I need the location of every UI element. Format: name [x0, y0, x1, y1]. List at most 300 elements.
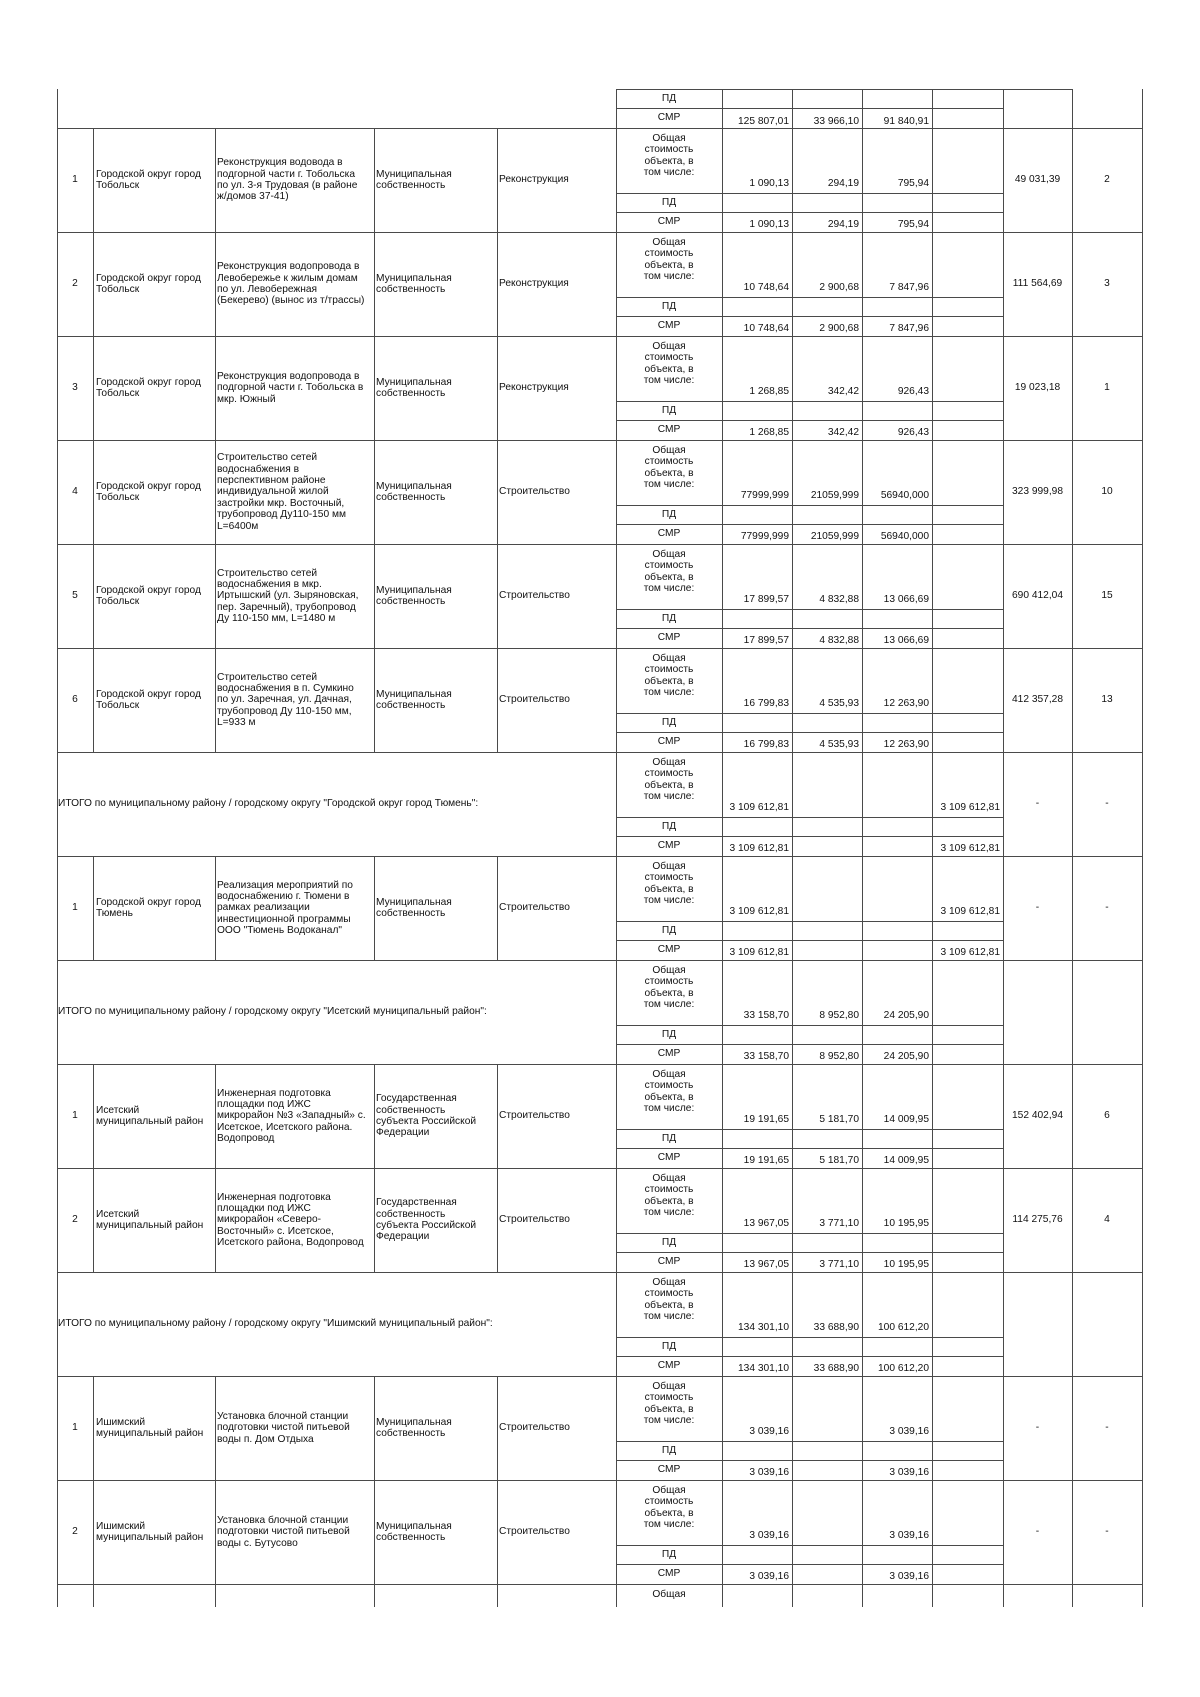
column-border: [374, 544, 375, 649]
column-border: [215, 232, 216, 337]
amount-cell: 17 899,57: [743, 594, 789, 605]
ownership: Муниципальная собственность: [376, 584, 452, 607]
rank-value: 3: [1104, 278, 1110, 290]
column-border: [497, 1584, 498, 1607]
column-border: [1142, 1272, 1143, 1377]
amount-cell: 342,42: [827, 386, 859, 397]
column-border: [792, 752, 793, 857]
column-border: [497, 440, 498, 545]
municipality: Городской округ город Тобольск: [96, 272, 201, 295]
work-type: Реконструкция: [499, 278, 569, 290]
total-cost-label: Общая стоимость объекта, в том числе:: [643, 1173, 695, 1219]
row-border: [57, 544, 1143, 545]
row-border: [616, 836, 1004, 837]
object-name: Инженерная подготовка площадки под ИЖС микрорайон «Северо- Восточный» с. Исетское, Исетского района, Водопровод: [217, 1191, 364, 1249]
total-cost-label: Общая стоимость объекта, в том числе:: [643, 133, 695, 179]
column-border: [932, 1584, 933, 1607]
amount-cell: 10 748,64: [743, 282, 789, 293]
summary-label: ИТОГО по муниципальному району / городскому округу "Ишимский муниципальный район":: [58, 1318, 493, 1330]
capacity-value: -: [1035, 1422, 1040, 1434]
rank-value: 1: [1104, 382, 1110, 394]
total-cost-label: Общая стоимость объекта, в том числе:: [643, 237, 695, 283]
work-type: Строительство: [499, 1526, 570, 1538]
column-border: [722, 648, 723, 753]
column-border: [722, 1168, 723, 1273]
column-border: [497, 336, 498, 441]
municipality: Городской округ город Тобольск: [96, 168, 201, 191]
row-border: [616, 940, 1004, 941]
column-border: [862, 752, 863, 857]
ownership: Муниципальная собственность: [376, 272, 452, 295]
row-border: [616, 108, 1004, 109]
row-number: 3: [72, 382, 78, 394]
row-number: 4: [72, 486, 78, 498]
amount-cell: 3 039,16: [749, 1426, 789, 1437]
ownership: Муниципальная собственность: [376, 688, 452, 711]
capacity-value: 690 412,04: [1012, 590, 1063, 602]
capacity-value: 152 402,94: [1012, 1110, 1063, 1122]
column-border: [932, 128, 933, 233]
column-border: [792, 648, 793, 753]
work-type: Строительство: [499, 590, 570, 602]
amount-cell: 14 009,95: [883, 1114, 929, 1125]
smr-label: СМР: [657, 424, 681, 435]
amount-cell: 77999,999: [740, 490, 789, 501]
row-border: [57, 1064, 1143, 1065]
amount-cell: 19 191,65: [743, 1114, 789, 1125]
column-border: [932, 856, 933, 961]
column-border: [93, 440, 94, 545]
column-border: [374, 1168, 375, 1273]
pd-label: ПД: [661, 197, 677, 208]
amount-cell: 77999,999: [740, 531, 789, 542]
amount-cell: 7 847,96: [889, 323, 929, 334]
amount-cell: 3 109 612,81: [729, 843, 789, 854]
amount-cell: 3 039,16: [889, 1530, 929, 1541]
total-cost-label: Общая стоимость объекта, в том числе:: [643, 757, 695, 803]
column-border: [862, 544, 863, 649]
row-number: 2: [72, 1214, 78, 1226]
column-border: [932, 336, 933, 441]
pd-label: ПД: [661, 1133, 677, 1144]
amount-cell: 3 771,10: [819, 1259, 859, 1270]
amount-cell: 3 039,16: [749, 1530, 789, 1541]
municipality: Исетский муниципальный район: [96, 1208, 204, 1231]
row-border: [616, 1044, 1004, 1045]
smr-label: СМР: [657, 1048, 681, 1059]
column-border: [374, 856, 375, 961]
column-border: [862, 1376, 863, 1481]
amount-cell: 3 109 612,81: [729, 906, 789, 917]
amount-cell: 5 181,70: [819, 1155, 859, 1166]
amount-cell: 795,94: [897, 219, 929, 230]
amount-cell: 4 832,88: [819, 635, 859, 646]
amount-cell: 1 090,13: [749, 178, 789, 189]
column-border: [93, 336, 94, 441]
column-border: [1072, 960, 1073, 1065]
column-border: [1142, 232, 1143, 337]
column-border: [374, 336, 375, 441]
smr-label: СМР: [657, 528, 681, 539]
row-border: [616, 401, 1004, 402]
column-border: [932, 89, 933, 129]
column-border: [932, 752, 933, 857]
amount-cell: 134 301,10: [738, 1322, 789, 1333]
row-border: [616, 921, 1004, 922]
amount-cell: 5 181,70: [819, 1114, 859, 1125]
column-border: [722, 1064, 723, 1169]
pd-label: ПД: [661, 1341, 677, 1352]
column-border: [932, 1064, 933, 1169]
row-border: [616, 1460, 1004, 1461]
amount-cell: 3 039,16: [889, 1571, 929, 1582]
smr-label: СМР: [657, 1568, 681, 1579]
amount-cell: 8 952,80: [819, 1051, 859, 1062]
work-type: Строительство: [499, 694, 570, 706]
summary-label: ИТОГО по муниципальному району / городскому округу "Городской округ город Тюмень":: [58, 798, 479, 810]
amount-cell: 33 158,70: [743, 1051, 789, 1062]
row-number: 1: [72, 1110, 78, 1122]
rank-value: -: [1105, 798, 1109, 810]
amount-cell: 1 268,85: [749, 427, 789, 438]
column-border: [374, 1480, 375, 1585]
row-border: [57, 128, 1143, 129]
amount-cell: 4 535,93: [819, 739, 859, 750]
work-type: Строительство: [499, 902, 570, 914]
total-cost-label: Общая: [652, 1589, 686, 1600]
column-border: [497, 1168, 498, 1273]
smr-label: СМР: [657, 320, 681, 331]
column-border: [792, 440, 793, 545]
row-border: [57, 1480, 1143, 1481]
column-border: [1142, 1168, 1143, 1273]
amount-cell: 3 039,16: [749, 1571, 789, 1582]
capacity-value: 412 357,28: [1012, 694, 1063, 706]
column-border: [1142, 1480, 1143, 1585]
pd-label: ПД: [661, 821, 677, 832]
row-border: [616, 1252, 1004, 1253]
rank-value: -: [1105, 902, 1109, 914]
municipality: Городской округ город Тобольск: [96, 688, 201, 711]
column-border: [1142, 128, 1143, 233]
amount-cell: 24 205,90: [883, 1051, 929, 1062]
column-border: [374, 1064, 375, 1169]
pd-label: ПД: [661, 613, 677, 624]
amount-cell: 795,94: [897, 178, 929, 189]
row-border: [616, 524, 1004, 525]
rank-value: -: [1105, 1422, 1109, 1434]
column-border: [215, 440, 216, 545]
object-name: Установка блочной станции подготовки чистой питьевой воды п. Дом Отдыха: [217, 1410, 350, 1445]
amount-cell: 13 066,69: [883, 635, 929, 646]
row-border: [616, 505, 1004, 506]
column-border: [1142, 1064, 1143, 1169]
amount-cell: 134 301,10: [738, 1363, 789, 1374]
total-cost-label: Общая стоимость объекта, в том числе:: [643, 965, 695, 1011]
column-border: [93, 1376, 94, 1481]
column-border: [1003, 1272, 1004, 1377]
amount-cell: 14 009,95: [883, 1155, 929, 1166]
row-border: [616, 420, 1004, 421]
column-border: [374, 232, 375, 337]
column-border: [1142, 960, 1143, 1065]
amount-cell: 1 268,85: [749, 386, 789, 397]
column-border: [792, 960, 793, 1065]
column-border: [1142, 856, 1143, 961]
column-border: [497, 648, 498, 753]
column-border: [792, 544, 793, 649]
column-border: [57, 1584, 58, 1607]
capacity-value: 49 031,39: [1014, 174, 1061, 186]
amount-cell: 12 263,90: [883, 739, 929, 750]
total-cost-label: Общая стоимость объекта, в том числе:: [643, 341, 695, 387]
column-border: [722, 1376, 723, 1481]
row-border: [57, 960, 1143, 961]
column-border: [374, 128, 375, 233]
row-border: [57, 232, 1143, 233]
amount-cell: 100 612,20: [878, 1322, 929, 1333]
column-border: [497, 232, 498, 337]
row-number: 1: [72, 902, 78, 914]
column-border: [374, 1584, 375, 1607]
object-name: Строительство сетей водоснабжения в мкр. Иртышский (ул. Зыряновская, пер. Заречный), трубопровод Ду 110-150 мм, L=1480 м: [217, 567, 359, 625]
column-border: [792, 336, 793, 441]
amount-cell: 56940,000: [880, 490, 929, 501]
column-border: [722, 1272, 723, 1377]
amount-cell: 12 263,90: [883, 698, 929, 709]
investment-program-table: [57, 89, 1142, 1600]
column-border: [862, 440, 863, 545]
column-border: [932, 648, 933, 753]
column-border: [932, 232, 933, 337]
column-border: [1072, 89, 1073, 129]
municipality: Ишимский муниципальный район: [96, 1416, 204, 1439]
column-border: [862, 336, 863, 441]
column-border: [862, 89, 863, 129]
row-number: 2: [72, 278, 78, 290]
amount-cell: 56940,000: [880, 531, 929, 542]
column-border: [932, 960, 933, 1065]
column-border: [792, 89, 793, 129]
column-border: [215, 1376, 216, 1481]
capacity-value: 111 564,69: [1012, 278, 1063, 290]
column-border: [792, 128, 793, 233]
column-border: [862, 232, 863, 337]
ownership: Государственная собственность субъекта Российской Федерации: [376, 1197, 477, 1243]
amount-cell: 33 688,90: [813, 1363, 859, 1374]
rank-value: 4: [1104, 1214, 1110, 1226]
row-border: [616, 1441, 1004, 1442]
row-border: [616, 628, 1004, 629]
column-border: [792, 856, 793, 961]
pd-label: ПД: [661, 93, 677, 104]
municipality: Городской округ город Тюмень: [96, 896, 201, 919]
amount-cell: 17 899,57: [743, 635, 789, 646]
column-border: [1003, 960, 1004, 1065]
total-cost-label: Общая стоимость объекта, в том числе:: [643, 445, 695, 491]
column-border: [862, 1584, 863, 1607]
column-border: [497, 1376, 498, 1481]
amount-cell: 16 799,83: [743, 739, 789, 750]
rank-value: 10: [1101, 486, 1113, 498]
row-border: [616, 1025, 1004, 1026]
smr-label: СМР: [657, 632, 681, 643]
column-border: [1072, 1584, 1073, 1607]
column-border: [932, 1168, 933, 1273]
capacity-value: -: [1035, 798, 1040, 810]
row-border: [57, 440, 1143, 441]
object-name: Установка блочной станции подготовки чистой питьевой воды с. Бутусово: [217, 1514, 350, 1549]
amount-cell: 3 039,16: [889, 1467, 929, 1478]
column-border: [1142, 648, 1143, 753]
column-border: [497, 856, 498, 961]
ownership: Муниципальная собственность: [376, 896, 452, 919]
smr-label: СМР: [657, 1152, 681, 1163]
column-border: [722, 128, 723, 233]
object-name: Реконструкция водовода в подгорной части г. Тобольска по ул. 3-я Трудовая (в районе ж/домов 37-41): [217, 157, 358, 203]
amount-cell: 3 039,16: [889, 1426, 929, 1437]
object-name: Реконструкция водопровода в подгорной части г. Тобольска в мкр. Южный: [217, 370, 364, 405]
column-border: [792, 1064, 793, 1169]
column-border: [792, 232, 793, 337]
municipality: Городской округ город Тобольск: [96, 480, 201, 503]
column-border: [1142, 1584, 1143, 1607]
amount-cell: 7 847,96: [889, 282, 929, 293]
smr-label: СМР: [657, 112, 681, 123]
pd-label: ПД: [661, 509, 677, 520]
amount-cell: 24 205,90: [883, 1010, 929, 1021]
amount-cell: 16 799,83: [743, 698, 789, 709]
smr-label: СМР: [657, 1464, 681, 1475]
row-number: 5: [72, 590, 78, 602]
row-border: [57, 1272, 1143, 1273]
amount-cell: 2 900,68: [819, 282, 859, 293]
column-border: [722, 336, 723, 441]
column-border: [215, 544, 216, 649]
object-name: Строительство сетей водоснабжения в перспективном районе индивидуальной жилой застройки мкр. Восточный, трубопровод Ду110-150 мм L=6400м: [217, 452, 346, 532]
amount-cell: 4 832,88: [819, 594, 859, 605]
amount-cell: 13 967,05: [743, 1218, 789, 1229]
column-border: [1142, 752, 1143, 857]
total-cost-label: Общая стоимость объекта, в том числе:: [643, 1485, 695, 1531]
column-border: [1003, 89, 1004, 129]
smr-label: СМР: [657, 944, 681, 955]
amount-cell: 125 807,01: [738, 116, 789, 127]
municipality: Ишимский муниципальный район: [96, 1520, 204, 1543]
column-border: [792, 1584, 793, 1607]
pd-label: ПД: [661, 1029, 677, 1040]
municipality: Исетский муниципальный район: [96, 1104, 204, 1127]
amount-cell: 21059,999: [810, 531, 859, 542]
amount-cell: 3 109 612,81: [940, 843, 1000, 854]
amount-cell: 33 966,10: [813, 116, 859, 127]
column-border: [497, 1064, 498, 1169]
column-border: [215, 856, 216, 961]
amount-cell: 8 952,80: [819, 1010, 859, 1021]
object-name: Реализация мероприятий по водоснабжению г. Тюмени в рамках реализации инвестиционной программы ООО "Тюмень Водоканал": [217, 879, 353, 937]
row-border: [616, 89, 1073, 90]
column-border: [722, 89, 723, 129]
rank-value: -: [1105, 1526, 1109, 1538]
amount-cell: 1 090,13: [749, 219, 789, 230]
row-border: [616, 297, 1004, 298]
work-type: Строительство: [499, 486, 570, 498]
amount-cell: 3 109 612,81: [940, 906, 1000, 917]
object-name: Реконструкция водопровода в Левобережье к жилым домам по ул. Левобережная (Бекерево) (вынос из т/трассы): [217, 261, 365, 307]
row-number: 6: [72, 694, 78, 706]
column-border: [374, 440, 375, 545]
municipality: Городской округ город Тобольск: [96, 584, 201, 607]
amount-cell: 10 195,95: [883, 1218, 929, 1229]
column-border: [215, 1480, 216, 1585]
column-border: [932, 544, 933, 649]
ownership: Муниципальная собственность: [376, 376, 452, 399]
smr-label: СМР: [657, 216, 681, 227]
column-border: [57, 89, 58, 129]
amount-cell: 3 109 612,81: [940, 802, 1000, 813]
amount-cell: 294,19: [827, 178, 859, 189]
row-border: [616, 732, 1004, 733]
summary-label: ИТОГО по муниципальному району / городскому округу "Исетский муниципальный район":: [58, 1006, 487, 1018]
column-border: [497, 544, 498, 649]
row-border: [616, 609, 1004, 610]
column-border: [1072, 1272, 1073, 1377]
rank-value: 2: [1104, 174, 1110, 186]
amount-cell: 3 109 612,81: [940, 947, 1000, 958]
row-border: [616, 1337, 1004, 1338]
pd-label: ПД: [661, 1445, 677, 1456]
ownership: Муниципальная собственность: [376, 480, 452, 503]
column-border: [215, 1584, 216, 1607]
column-border: [722, 752, 723, 857]
column-border: [862, 128, 863, 233]
column-border: [1142, 1376, 1143, 1481]
amount-cell: 13 066,69: [883, 594, 929, 605]
amount-cell: 3 109 612,81: [729, 947, 789, 958]
column-border: [722, 1480, 723, 1585]
row-number: 1: [72, 1422, 78, 1434]
ownership: Государственная собственность субъекта Российской Федерации: [376, 1093, 477, 1139]
column-border: [792, 1168, 793, 1273]
total-cost-label: Общая стоимость объекта, в том числе:: [643, 1069, 695, 1115]
row-border: [616, 1356, 1004, 1357]
column-border: [93, 544, 94, 649]
row-border: [616, 1564, 1004, 1565]
work-type: Строительство: [499, 1422, 570, 1434]
column-border: [93, 1168, 94, 1273]
row-border: [57, 1376, 1143, 1377]
column-border: [93, 648, 94, 753]
column-border: [862, 960, 863, 1065]
row-border: [616, 1148, 1004, 1149]
column-border: [722, 232, 723, 337]
column-border: [497, 128, 498, 233]
rank-value: 6: [1104, 1110, 1110, 1122]
column-border: [862, 648, 863, 753]
pd-label: ПД: [661, 405, 677, 416]
amount-cell: 33 688,90: [813, 1322, 859, 1333]
work-type: Реконструкция: [499, 174, 569, 186]
row-number: 2: [72, 1526, 78, 1538]
column-border: [1142, 440, 1143, 545]
smr-label: СМР: [657, 1360, 681, 1371]
amount-cell: 2 900,68: [819, 323, 859, 334]
ownership: Муниципальная собственность: [376, 1416, 452, 1439]
row-border: [57, 1584, 1143, 1585]
row-border: [616, 1545, 1004, 1546]
column-border: [792, 1480, 793, 1585]
pd-label: ПД: [661, 301, 677, 312]
